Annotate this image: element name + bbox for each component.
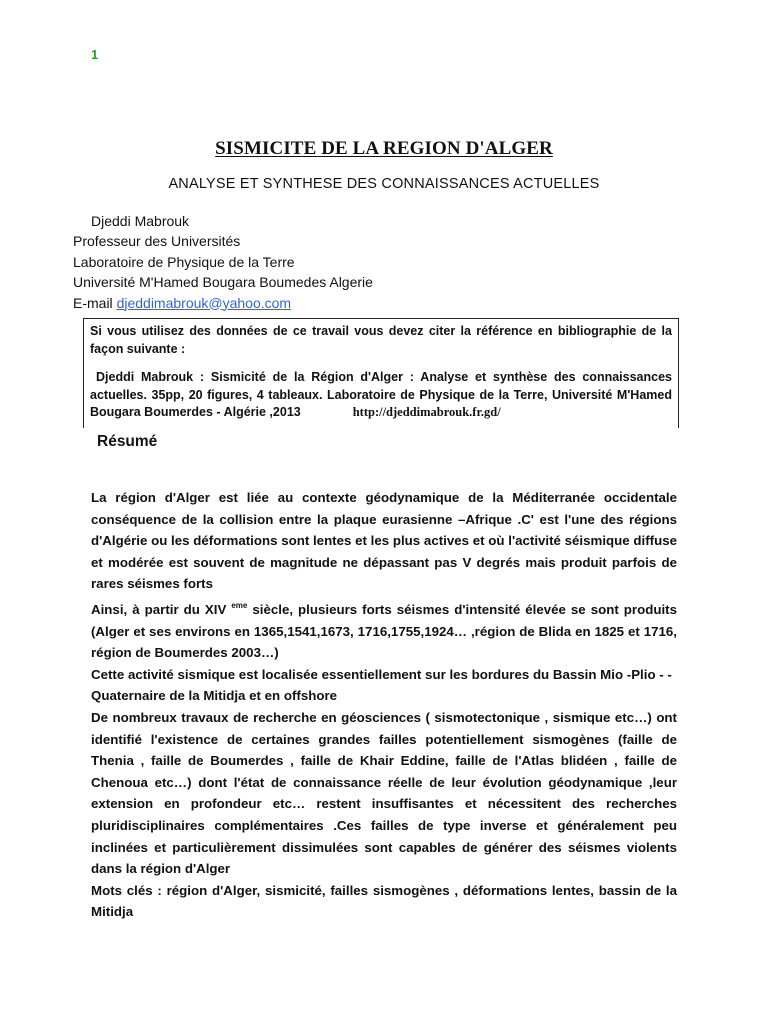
citation-url[interactable]: http://djeddimabrouk.fr.gd/ <box>352 405 501 419</box>
author-lab: Laboratoire de Physique de la Terre <box>73 253 295 270</box>
email-label: E-mail <box>73 294 117 311</box>
document-title: SISMICITE DE LA REGION D'ALGER <box>215 138 553 159</box>
keywords: Mots clés : région d'Alger, sismicité, failles sismogènes , déformations lentes, bassin de la Mitidja <box>91 882 677 920</box>
abstract-paragraph-2 <box>91 595 677 664</box>
century-superscript: eme <box>231 600 248 610</box>
author-email-line <box>73 293 373 314</box>
document-subtitle: ANALYSE ET SYNTHESE DES CONNAISSANCES ACTUELLES <box>168 176 600 192</box>
email-link[interactable]: djeddimabrouk@yahoo.com <box>116 294 292 311</box>
abstract-paragraph-3: Cette activité sismique est localisée essentiellement sur les bordures du Bassin Mio -Plio - -Quaternaire de la Mitidja et en offshore <box>91 666 672 704</box>
abstract-p2-end: siècle, plusieurs forts séismes d'intensité élevée se sont produits (Alger et ses environs en 1365,1541,1673, 1716,1755,1924… ,région de Blida en 1825 et 1716, région de Boumerdes 2003…) <box>91 601 677 661</box>
page-number: 1 <box>91 47 99 62</box>
author-title: Professeur des Universités <box>73 233 241 249</box>
citation-reference-text: Djeddi Mabrouk : Sismicité de la Région d'Alger : Analyse et synthèse des connaissances actuelles. 35pp, 20 figures, 4 tableaux. Laboratoire de Physique de la Terre, Université M'Hamed Bougara Boumerdes - Algérie ,2013 <box>90 370 672 419</box>
author-affiliation <box>73 231 373 313</box>
abstract-body <box>91 487 677 923</box>
citation-box <box>83 318 679 428</box>
abstract-paragraph-1: La région d'Alger est liée au contexte géodynamique de la Méditerranée occidentale conséquence de la collision entre la plaque eurasienne –Afrique .C' est l'une des régions d'Algérie ou les déformations sont lentes et les plus actives et où l'activité séismique diffuse et modérée est souvent de magnitude ne dépassant pas V degrés mais produit parfois de rares séismes forts <box>91 490 677 592</box>
author-university: Université M'Hamed Bougara Boumedes Algerie <box>73 274 373 290</box>
abstract-paragraph-4: De nombreux travaux de recherche en géosciences ( sismotectonique , sismique etc…) ont identifié l'existence de certaines grandes failles potentiellement sismogènes (faille de Thenia , faille de Boumerdes , faille de Khair Eddine, faille de l'Atlas blidéen , faille de Chenoua etc…) dont l'état de connaissance réelle de leur évolution géodynamique ,leur extension en profondeur etc… restent insuffisantes et nécessitent des recherches pluridisciplinaires complémentaires .Ces failles de type inverse et généralement peu inclinées et particulièrement dissimulées sont capables de générer des séismes violents dans la région d'Alger <box>91 709 677 877</box>
author-name: Djeddi Mabrouk <box>91 213 190 229</box>
citation-reference <box>90 369 672 422</box>
abstract-p2-start: Ainsi, à partir du XIV <box>91 601 232 617</box>
abstract-heading: Résumé <box>97 433 158 450</box>
citation-intro: Si vous utilisez des données de ce travail vous devez citer la référence en bibliographie de la façon suivante : <box>90 324 672 356</box>
